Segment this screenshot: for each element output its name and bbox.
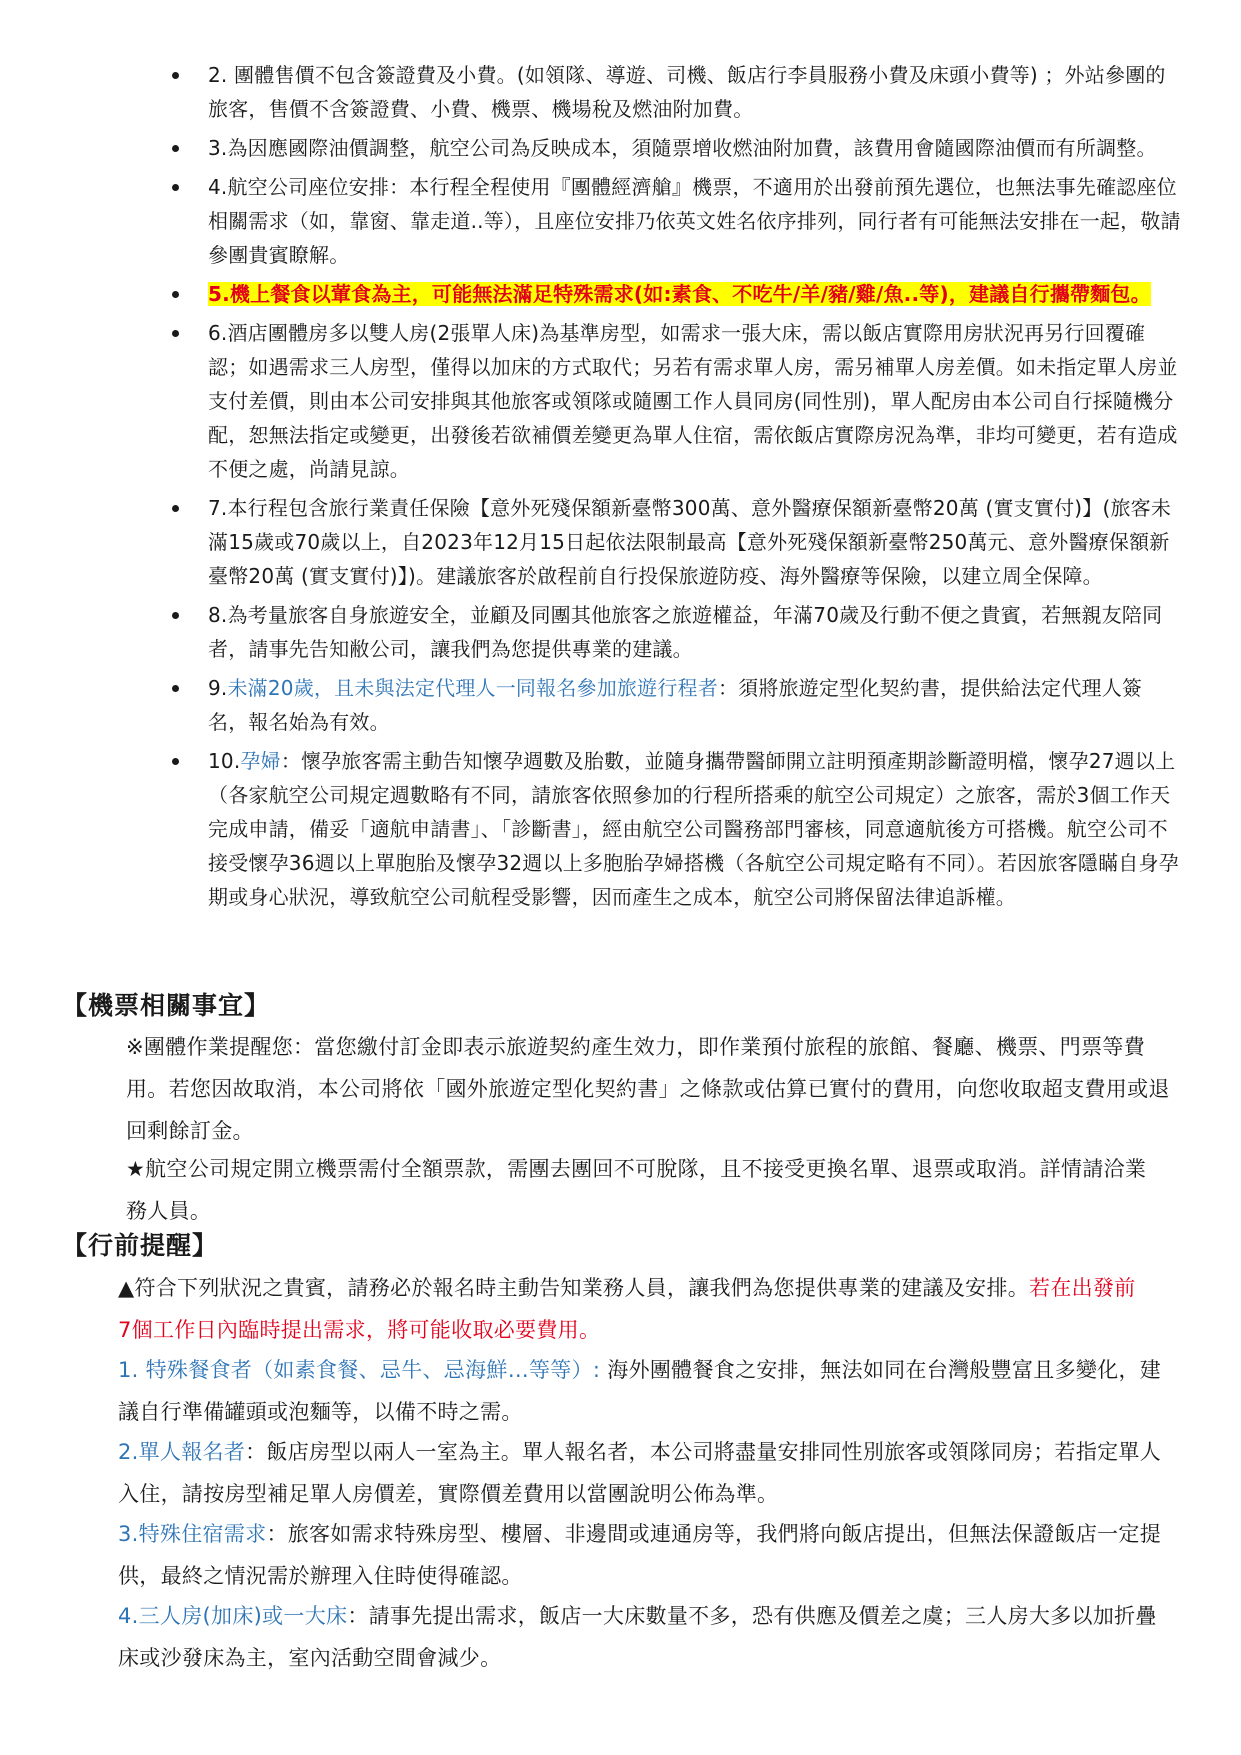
reminder-item [118,1513,1178,1597]
bullet-icon [172,184,179,191]
note-text: ：懷孕旅客需主動告知懷孕週數及胎數，並隨身攜帶醫師開立註明預產期診斷證明檔，懷孕27週以上（各家航空公司規定週數略有不同，請旅客依照參加的行程所搭乘的航空公司規定）之旅客，需於3個工作天完成申請，備妥「適航申請書」、「診斷書」，經由航空公司醫務部門審核，同意適航後方可搭機。航空公司不接受懷孕36週以上單胞胎及懷孕32週以上多胞胎孕婦搭機（各航空公司規定略有不同）。若因旅客隱瞞自身孕期或身心狀況，導致航空公司航程受影響，因而產生之成本，航空公司將保留法律追訴權。 [208,749,1179,909]
note-text: 機上餐食以葷食為主，可能無法滿足特殊需求(如:素食、不吃牛/羊/豬/雞/魚..等)，建議自行攜帶麵包。 [229,282,1151,306]
reminder-item-text: 海外團體餐食之安排，無法如同在台灣般豐富且多變化，建議自行準備罐頭或泡麵等，以備不時之需。 [118,1358,1162,1424]
bullet-icon [172,685,179,692]
list-item [172,277,1182,311]
list-item [172,131,1182,165]
bullet-icon [172,612,179,619]
bullet-icon [172,72,179,79]
reminder-item [118,1595,1178,1679]
note-number: 2. [208,63,228,87]
note-text: 酒店團體房多以雙人房(2張單人床)為基準房型，如需求一張大床，需以飯店實際用房狀況再另行回覆確認；如遇需求三人房型，僅得以加床的方式取代；另若有需求單人房，需另補單人房差價。如未指定單人房並支付差價，則由本公司安排與其他旅客或領隊或隨團工作人員同房(同性別)，單人配房由本公司自行採隨機分配，恕無法指定或變更，出發後若欲補價差變更為單人住宿，需依飯店實際房況為準，非均可變更，若有造成不便之處，尚請見諒。 [208,321,1178,481]
ticket-paragraph-2: ★航空公司規定開立機票需付全額票款，需團去團回不可脫隊，且不接受更換名單、退票或取消。詳情請洽業務人員。 [126,1157,1147,1223]
reminder-intro-text: ▲符合下列狀況之貴賓，請務必於報名時主動告知業務人員，讓我們為您提供專業的建議及安排。 [118,1276,1030,1300]
reminder-item-label: 3.特殊住宿需求 [118,1522,267,1546]
note-text: 為考量旅客自身旅遊安全，並顧及同團其他旅客之旅遊權益，年滿70歲及行動不便之貴賓，若無親友陪同者，請事先告知敝公司，讓我們為您提供專業的建議。 [208,603,1163,661]
reminder-item-label: 1. 特殊餐食者（如素食餐、忌牛、忌海鮮…等等）: [118,1358,601,1382]
reminder-item-label: 4.三人房(加床)或一大床 [118,1604,348,1628]
reminder-item-text: ：飯店房型以兩人一室為主。單人報名者，本公司將盡量安排同性別旅客或領隊同房；若指定單人入住，請按房型補足單人房價差，實際價差費用以當團說明公佈為準。 [118,1440,1162,1506]
note-number: 8. [208,603,228,627]
note-text: 團體售價不包含簽證費及小費。(如領隊、導遊、司機、飯店行李員服務小費及床頭小費等) ；外站參團的旅客，售價不含簽證費、小費、機票、機場稅及燃油附加費。 [208,63,1166,121]
reminder-item-text: ：旅客如需求特殊房型、樓層、非邊間或連通房等，我們將向飯店提出，但無法保證飯店一定提供，最終之情況需於辦理入住時使得確認。 [118,1522,1162,1588]
reminder-item-label: 2.單人報名者 [118,1440,246,1464]
note-text: 航空公司座位安排：本行程全程使用『團體經濟艙』機票，不適用於出發前預先選位，也無法事先確認座位相關需求（如，靠窗、靠走道..等），且座位安排乃依英文姓名依序排列，同行者有可能無法安排在一起，敬請參團貴賓瞭解。 [208,175,1181,267]
list-item [172,316,1182,486]
highlighted-note [208,282,1151,306]
bullet-icon [172,291,179,298]
note-number: 4. [208,175,228,199]
bullet-icon [172,505,179,512]
reminder-intro [118,1267,1148,1351]
notes-list [172,58,1182,919]
reminder-item [118,1349,1178,1433]
note-number: 10. [208,749,241,773]
reminder-intro-warning: 若在出發前7個工作日內臨時提出需求，將可能收取必要費用。 [118,1276,1136,1342]
list-item [172,491,1182,593]
reminder-item [118,1431,1178,1515]
bullet-icon [172,145,179,152]
list-item [172,598,1182,666]
list-item [172,170,1182,272]
note-number: 7. [208,496,228,520]
note-emphasis: 未滿20歲，且未與法定代理人一同報名參加旅遊行程者 [227,676,718,700]
note-text: 為因應國際油價調整，航空公司為反映成本，須隨票增收燃油附加費，該費用會隨國際油價而有所調整。 [227,136,1157,160]
ticket-section-title: 【機票相關事宜】 [62,991,271,1020]
note-number: 6. [208,321,228,345]
list-item [172,744,1182,914]
note-number: 3. [208,136,228,160]
bullet-icon [172,758,179,765]
note-number: 5. [208,282,230,306]
list-item [172,58,1182,126]
note-emphasis: 孕婦 [240,749,281,773]
reminder-section-title: 【行前提醒】 [62,1231,219,1260]
note-number: 9. [208,676,228,700]
note-text: ：須將旅遊定型化契約書，提供給法定代理人簽名，報名始為有效。 [208,676,1143,734]
note-text: 本行程包含旅行業責任保險【意外死殘保額新臺幣300萬、意外醫療保額新臺幣20萬 (實支實付)】(旅客未滿15歲或70歲以上，自2023年12月15日起依法限制最高【意外死殘保額新臺幣250萬元、意外醫療保額新臺幣20萬 (實支實付)】)。建議旅客於啟程前自行投保旅遊防疫、海外醫療等保險，以建立周全保障。 [208,496,1172,588]
reminder-item-text: ：請事先提出需求，飯店一大床數量不多，恐有供應及價差之虞；三人房大多以加折疊床或沙發床為主，室內活動空間會減少。 [118,1604,1157,1670]
list-item [172,671,1182,739]
bullet-icon [172,330,179,337]
ticket-paragraph-1: ※團體作業提醒您：當您繳付訂金即表示旅遊契約產生效力，即作業預付旅程的旅館、餐廳、機票、門票等費用。若您因故取消，本公司將依「國外旅遊定型化契約書」之條款或估算已實付的費用，向您收取超支費用或退回剩餘訂金。 [126,1035,1170,1143]
